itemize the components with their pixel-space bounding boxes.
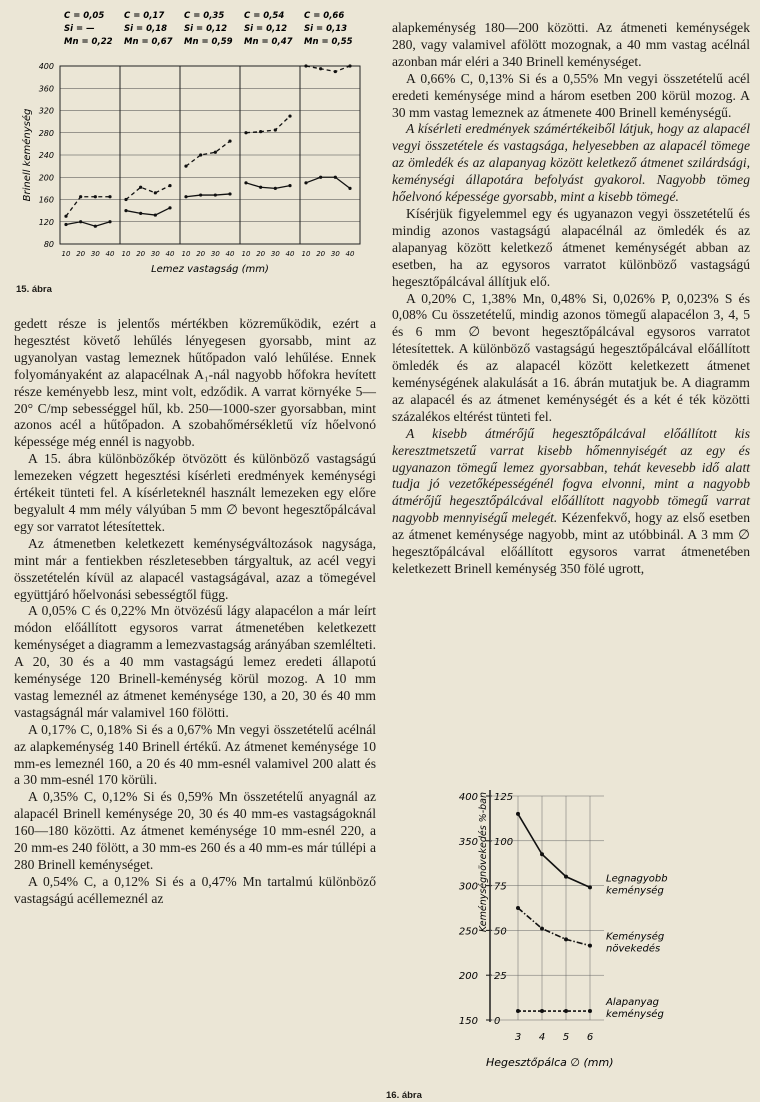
panel-label: C = 0,66: [304, 11, 345, 21]
data-point: [516, 812, 520, 816]
y-tick-label: 240: [38, 151, 54, 160]
left-tick-label: 300: [458, 881, 478, 893]
panel-label: Mn = 0,55: [304, 37, 353, 47]
left-column: [14, 316, 376, 908]
data-point: [334, 70, 337, 73]
data-point: [588, 885, 592, 889]
data-point: [124, 198, 127, 201]
series-line: [518, 814, 590, 887]
paragraph: A 0,17% C, 0,18% Si és a 0,67% Mn vegyi összetételű acélnál az alapkeménység 140 Brinell értékű. Az átmenet keménysége 10 mm-es lemeznél 160, a 20 és 40 mm-esnél valamivel 200 alatt és a 30 mm-esnél 170 körüli.: [14, 721, 376, 788]
x-tick-label: 40: [285, 250, 295, 258]
x-tick-label: 40: [345, 250, 355, 258]
data-point: [199, 153, 202, 156]
data-point: [228, 139, 231, 142]
data-point: [64, 215, 67, 218]
data-point: [304, 181, 307, 184]
y-tick-label: 400: [38, 62, 54, 71]
x-tick-label: 20: [196, 250, 206, 258]
data-point: [288, 184, 291, 187]
paragraph: gedett része is jelentős mértékben közreműködik, ezért a hegesztést követő lehűlés lényegesen gyorsabb, mint az ugyanolyan vastag lemeznek hűtőpadon való lehűlése. Ennek folyományaként az alapacélnak A₁-nál nagyobb hőfokra hevített része keményebb lesz, mint volt, edződik. A varrat környéke 5—20° C/mp sebességgel hűl, kb. 250—1000-szer gyorsabban, mint azonos acél a hűtőpadon. A szobahőmérsékletű víz hőelvonó képessége még ennél is nagyobb.: [14, 316, 376, 450]
data-point: [64, 223, 67, 226]
series-line: [126, 186, 170, 200]
figure-16: [386, 766, 750, 1102]
data-point: [564, 1009, 568, 1013]
panel-label: C = 0,05: [64, 11, 105, 21]
x-tick-label: 10: [181, 250, 191, 258]
series-line: [186, 194, 230, 197]
data-point: [154, 191, 157, 194]
inner-tick-label: 125: [494, 792, 514, 803]
x-tick-label: 10: [61, 250, 71, 258]
data-point: [124, 209, 127, 212]
paragraph: Kísérjük figyelemmel egy és ugyanazon vegyi összetételű és mindig azonos vastagságú alapacélnál az ömledék és az alapanyag között keletkező átmenet keménységét abban az esetben, ha az egysoros varratot különböző vastagságú hegesztőpálcával állítjuk elő.: [392, 205, 750, 289]
data-point: [214, 193, 217, 196]
data-point: [564, 875, 568, 879]
panel-label: Si = —: [64, 24, 95, 34]
figure-15-caption: 15. ábra: [16, 284, 52, 295]
y-tick-label: 320: [38, 106, 54, 116]
data-point: [228, 192, 231, 195]
data-point: [108, 195, 111, 198]
x-tick-label: 40: [225, 250, 235, 258]
x-tick-label: 30: [330, 250, 340, 258]
data-point: [588, 1009, 592, 1013]
x-tick-label: 30: [90, 250, 100, 258]
y-tick-label: 280: [38, 128, 54, 138]
series-line: [126, 208, 170, 215]
paragraph: A 0,20% C, 1,38% Mn, 0,48% Si, 0,026% P, 0,023% S és 0,08% Cu összetételű, mindig azonos tömegű alapacélon 3, 4, 5 és 6 mm ∅ bevont hegesztőpálcával egysoros varratot létesítettek. A különböző vastagságú hegesztőpálcával előállított ömledék és az alapacél között keletkezett átmenet keménységének alakulását a 16. ábrán mutatjuk be. A diagramm az alapacél és az átmenet keménységét és a két é ték közötti százalékos eltérést tünteti fel.: [392, 290, 750, 424]
panel-label: Si = 0,12: [244, 24, 288, 34]
figure-16-chart: [392, 766, 750, 1086]
data-point: [94, 195, 97, 198]
paragraph-mixed: [392, 426, 750, 578]
x-axis-label: Lemez vastagság (mm): [151, 264, 269, 275]
data-point: [139, 186, 142, 189]
panel-label: C = 0,35: [184, 11, 225, 21]
series-line: [186, 141, 230, 166]
paragraph: A 0,66% C, 0,13% Si és a 0,55% Mn vegyi összetételű acél eredeti keménysége mind a három esetben 200 körül mozog. A 30 mm vastag lemeznek az átmenete 400 Brinell keménységű.: [392, 70, 750, 120]
figure-16-caption: 16. ábra: [386, 1090, 422, 1101]
data-point: [184, 165, 187, 168]
data-point: [244, 181, 247, 184]
y-tick-label: 200: [38, 173, 54, 183]
regular-text: Kézenfekvő, hogy az első esetben az átmenet keménysége nagyobb, mint az utóbbinál. A 3 mm ∅ hegesztőpálcával előállított egysoros varrat átmenetében keletkezett Brinell keménység 350 fölé ugrott,: [392, 510, 750, 576]
y-tick-label: 360: [38, 84, 54, 94]
data-point: [540, 852, 544, 856]
panel-label: C = 0,54: [244, 11, 285, 21]
x-tick-label: 30: [270, 250, 280, 258]
x-tick-label: 40: [105, 250, 115, 258]
inner-tick-label: 50: [494, 926, 507, 938]
panel-label: C = 0,17: [124, 11, 165, 21]
data-point: [540, 1009, 544, 1013]
inner-tick-label: 0: [494, 1016, 501, 1027]
x-tick-label: 10: [121, 250, 131, 258]
left-tick-label: 400: [458, 792, 478, 803]
panel-label: Mn = 0,22: [64, 37, 113, 47]
inner-tick-label: 75: [494, 881, 507, 893]
data-point: [244, 131, 247, 134]
data-point: [516, 1009, 520, 1013]
data-point: [199, 193, 202, 196]
series-line: [246, 183, 290, 189]
data-point: [319, 176, 322, 179]
x-tick-label: 20: [316, 250, 326, 258]
data-point: [79, 220, 82, 223]
series-line: [306, 177, 350, 188]
series-line: [518, 908, 590, 946]
data-point: [288, 114, 291, 117]
paragraph: A 0,54% C, a 0,12% Si és a 0,47% Mn tartalmú különböző vastagságú acéllemeznél az: [14, 873, 376, 906]
data-point: [154, 213, 157, 216]
left-tick-label: 250: [458, 926, 478, 938]
x-tick-label: 30: [210, 250, 220, 258]
left-tick-label: 150: [458, 1016, 478, 1027]
italic-text: A kisebb átmérőjű hegesztőpálcával előállított kis keresztmetszetű varrat kisebb hőmennyiségét az egy és ugyanazon tömegű lemez gyorsabban, tehát kevesebb idő alatt tudja jó vezetőképességénél fogva elvonni, mint a nagyobb átmérőjű hegesztőpálcával előállított nagyobb tömegű varrat nagyobb mennyiségű melegét.: [392, 425, 750, 526]
y-axis-label: Keménységnövekedés %-ban: [478, 792, 489, 933]
legend-label: keménység: [606, 1009, 664, 1021]
data-point: [564, 937, 568, 941]
right-column: [392, 20, 750, 578]
data-point: [184, 195, 187, 198]
x-tick-label: 10: [241, 250, 251, 258]
paragraph: A 0,05% C és 0,22% Mn ötvözésű lágy alapacélon a már leírt módon előállított egysoros varrat átmenetében keletkezett keménységet a diagramm a lemezvastagság arányában szemlélteti. A 20, 30 és a 40 mm vastagságú lemez eredeti állapotú keménysége 120 Brinell-keménység körül mozog. A 10 mm vastag lemeznél az átmenet keménysége 130, a 20, 30 és 40 mm vastagságnál már valamivel 160 fölötti.: [14, 603, 376, 720]
panel-label: Mn = 0,67: [124, 37, 173, 47]
data-point: [588, 944, 592, 948]
data-point: [274, 187, 277, 190]
y-tick-label: 120: [38, 217, 54, 227]
data-point: [540, 927, 544, 931]
legend-label: Legnagyobb: [606, 873, 668, 885]
x-tick-label: 4: [538, 1032, 546, 1043]
data-point: [214, 151, 217, 154]
series-line: [306, 66, 350, 72]
y-tick-label: 160: [38, 195, 54, 205]
data-point: [139, 212, 142, 215]
data-point: [259, 130, 262, 133]
legend-label: Alapanyag: [606, 997, 659, 1009]
data-point: [168, 206, 171, 209]
panel-label: Si = 0,12: [184, 24, 228, 34]
series-line: [66, 222, 110, 226]
data-point: [304, 64, 307, 67]
data-point: [274, 128, 277, 131]
x-axis-label: Hegesztőpálca ∅ (mm): [486, 1056, 614, 1069]
paragraph: A 0,35% C, 0,12% Si és 0,59% Mn összetételű anyagnál az alapacél Brinell keménysége 20, 30 és 40 mm-es vastagságoknál 160—180 közötti. Az átmenet keménysége 10 mm-esnél 220, a 20 mm-es 240 fölött, a 30 mm-es 260 és a 40 mm-es már túllépi a 280 Brinell keménységet.: [14, 789, 376, 872]
legend-label: növekedés: [606, 943, 661, 955]
x-tick-label: 5: [562, 1032, 570, 1043]
paragraph: A kísérleti eredmények számértékeiből látjuk, hogy az alapacél vegyi összetétele és vastagsága, helyesebben az alapacél tömege az ömledék és az alapanyag között keletkező átmenet szilárdsági, keménységi állapotára befolyást gyakorol. Nagyobb tömeg hőelvonó képessége gyorsabb, mint a kisebb tömegé.: [392, 121, 750, 205]
x-tick-label: 10: [301, 250, 311, 258]
paragraph: Az átmenetben keletkezett keménységváltozások nagysága, mint már a fentiekben részletesebben tárgyaltuk, az acél vegyi összetételén kívül az alapacél vastagságával, azaz a tömegével együttjáró hőelvonási sebességtől függ.: [14, 535, 376, 602]
x-tick-label: 30: [150, 250, 160, 258]
left-tick-label: 350: [458, 836, 478, 848]
x-tick-label: 3: [514, 1032, 522, 1043]
y-axis-label: Brinell keménység: [22, 108, 33, 202]
data-point: [516, 906, 520, 910]
inner-tick-label: 100: [494, 836, 514, 848]
legend-label: Keménység: [606, 931, 665, 943]
x-tick-label: 40: [165, 250, 175, 258]
data-point: [319, 67, 322, 70]
y-tick-label: 80: [43, 240, 54, 249]
data-point: [348, 64, 351, 67]
data-point: [79, 195, 82, 198]
x-tick-label: 20: [136, 250, 146, 258]
data-point: [334, 176, 337, 179]
data-point: [348, 187, 351, 190]
data-point: [108, 220, 111, 223]
x-tick-label: 20: [256, 250, 266, 258]
x-tick-label: 20: [76, 250, 86, 258]
left-tick-label: 200: [458, 971, 478, 983]
data-point: [94, 225, 97, 228]
data-point: [259, 186, 262, 189]
inner-tick-label: 25: [494, 971, 507, 983]
panel-label: Mn = 0,47: [244, 37, 293, 47]
x-tick-label: 6: [586, 1032, 594, 1043]
paragraph: A 15. ábra különbözőkép ötvözött és különböző vastagságú lemezeken végzett hegesztési kísérleti eredmények keménységi értékeit tünteti fel. A kísérleteknél használt lemezeken egy előre begyalult 4 mm mély vályúban 5 mm ∅ bevont hegesztőpálcával egy sor varratot létesítettek.: [14, 451, 376, 534]
figure-15-chart: [14, 4, 378, 286]
panel-label: Si = 0,18: [124, 24, 168, 34]
figure-15: [14, 4, 378, 304]
paragraph: alapkeménység 180—200 közötti. Az átmeneti keménységek 280, vagy valamivel afölött mozognak, a 40 mm vastag acélnál azonban már eléri a 340 Brinell keménységet.: [392, 20, 750, 69]
panel-label: Si = 0,13: [304, 24, 348, 34]
panel-label: Mn = 0,59: [184, 37, 233, 47]
data-point: [168, 184, 171, 187]
series-line: [246, 116, 290, 133]
legend-label: keménység: [606, 885, 664, 897]
